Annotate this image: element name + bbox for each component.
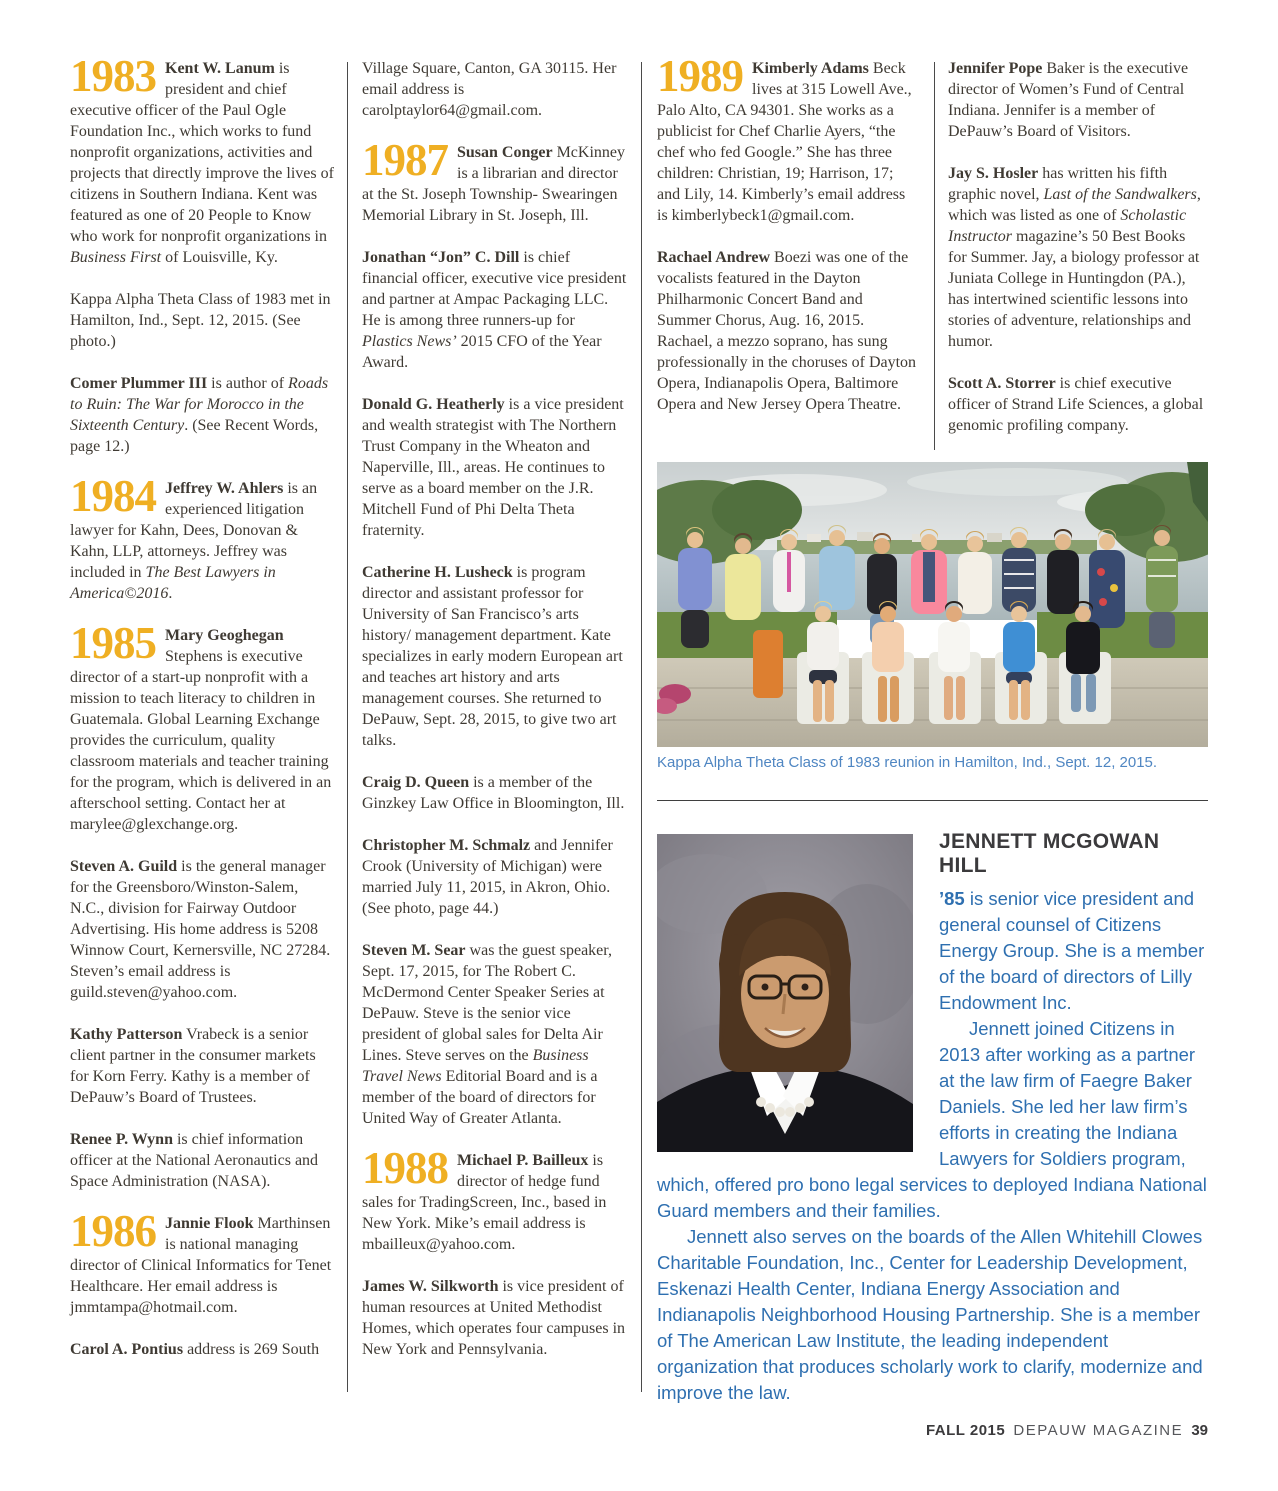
note-paragraph: Renee P. Wynn is chief information officer at the National Aeronautics and Space Administration (NASA). <box>70 1131 319 1190</box>
column-divider <box>641 62 642 1392</box>
class-year-label: 1986 <box>70 1206 156 1256</box>
class-year-label: 1989 <box>657 51 743 101</box>
note-paragraph: Christopher M. Schmalz and Jennifer Crook (University of Michigan) were married July 11, 2015, in Akron, Ohio. (See photo, page 44.) <box>362 837 613 917</box>
note-paragraph: James W. Silkworth is vice president of human resources at United Methodist Homes, which operates four campuses in New York and Pennsylvania. <box>362 1278 626 1358</box>
note-paragraph: Steven A. Guild is the general manager for the Greensboro/Winston-Salem, N.C., division for Fairway Outdoor Advertising. His home address is 5208 Winnow Court, Kernersville, NC 27284. Steven’s email address is guild.steven@yahoo.com. <box>70 858 331 1001</box>
class-year-note: 1985 Mary Geoghegan Stephens is executive director of a start-up nonprofit with a mission to teach literacy to children in Guatemala. Global Learning Exchange provides the curriculum, quality classroom materials and teacher training for the program, which is delivered in an afterschool setting. Contact her at marylee@glexchange.org. <box>70 618 332 833</box>
class-year-label: 1988 <box>362 1143 448 1193</box>
note-paragraph: Kappa Alpha Theta Class of 1983 met in Hamilton, Ind., Sept. 12, 2015. (See photo.) <box>70 291 331 350</box>
column-divider <box>347 62 348 1392</box>
section-divider <box>657 800 1208 801</box>
note-paragraph: Jennifer Pope Baker is the executive director of Women’s Fund of Central Indiana. Jennifer is a member of DePauw’s Board of Visitors. <box>948 60 1189 140</box>
photo-caption: Kappa Alpha Theta Class of 1983 reunion in Hamilton, Ind., Sept. 12, 2015. <box>657 754 1158 771</box>
column-3 <box>657 51 919 436</box>
class-year-note: 1988 Michael P. Bailleux is director of hedge fund sales for TradingScreen, Inc., based in New York. Mike’s email address is mbailleux@yahoo.com. <box>362 1143 607 1253</box>
footer-season: FALL 2015 <box>925 1422 1006 1439</box>
footer-page-number: 39 <box>1191 1422 1208 1439</box>
note-paragraph: Jay S. Hosler has written his fifth graphic novel, Last of the Sandwalkers, which was listed as one of Scholastic Instructor magazine’s 50 Best Books for Summer. Jay, a biology professor at Juniata College in Huntingdon (PA.), has intertwined scientific lessons into stories of adventure, relationships and humor. <box>948 165 1201 350</box>
portrait-photo <box>657 834 913 1152</box>
column-2 <box>362 58 628 1381</box>
profile-heading: JENNETT MCGOWAN HILL <box>939 830 1160 877</box>
note-paragraph: Catherine H. Lusheck is program director and assistant professor for University of San Francisco’s arts history/ management department. Kate specializes in early modern European art and teaches art history and arts management courses. She returned to DePauw, Sept. 28, 2015, to give two art talks. <box>362 564 623 749</box>
column-divider <box>934 62 935 450</box>
class-year-label: 1985 <box>70 618 156 668</box>
note-paragraph: Rachael Andrew Boezi was one of the vocalists featured in the Dayton Philharmonic Concert Band and Summer Chorus, Aug. 16, 2015. Rachael, a mezzo soprano, has sung professionally in the choruses of Dayton Opera, Indianapolis Opera, Baltimore Opera and New Jersey Opera Theatre. <box>657 249 917 413</box>
profile-paragraph: Jennett joined Citizens in 2013 after working as a partner at the law firm of Faegre Baker Daniels. She led her law firm’s efforts in creating the Indiana Lawyers for Soldiers program, which, offered pro bono legal services to deployed Indiana National Guard members and their families. <box>657 1018 1207 1221</box>
note-paragraph: Scott A. Storrer is chief executive officer of Strand Life Sciences, a global genomic profiling company. <box>948 375 1204 434</box>
profile-section <box>657 830 1208 1406</box>
class-year-note: 1983 Kent W. Lanum is president and chief executive officer of the Paul Ogle Foundation Inc., which works to fund nonprofit organizations, activities and projects that directly improve the lives of citizens in Southern Indiana. Kent was featured as one of 20 People to Know who work for nonprofit organizations in Business First of Louisville, Ky. <box>70 51 334 266</box>
note-paragraph: Steven M. Sear was the guest speaker, Sept. 17, 2015, for The Robert C. McDermond Center Speaker Series at DePauw. Steve is the senior vice president of global sales for Delta Air Lines. Steve serves on the Business Travel News Editorial Board and is a member of the board of directors for United Way of Greater Atlanta. <box>362 942 612 1127</box>
note-paragraph: Donald G. Heatherly is a vice president and wealth strategist with The Northern Trust Company in the Wheaton and Naperville, Ill., areas. He continues to serve as a board member on the J.R. Mitchell Fund of Phi Delta Theta fraternity. <box>362 396 624 539</box>
class-year-note: 1989 Kimberly Adams Beck lives at 315 Lowell Ave., Palo Alto, CA 94301. She works as a publicist for Chef Charlie Ayers, “the chef who fed Google.” She has three children: Christian, 19; Harrison, 17; and Lily, 14. Kimberly’s email address is kimberlybeck1@gmail.com. <box>657 51 912 224</box>
note-paragraph: Comer Plummer III is author of Roads to Ruin: The War for Morocco in the Sixteenth Century. (See Recent Words, page 12.) <box>70 375 329 455</box>
class-year-note: 1984 Jeffrey W. Ahlers is an experienced litigation lawyer for Kahn, Dees, Donovan & Kahn, LLP, attorneys. Jeffrey was included in The Best Lawyers in America©2016. <box>70 471 318 602</box>
footer-magazine: DEPAUW MAGAZINE <box>1013 1422 1184 1439</box>
note-paragraph: Carol A. Pontius address is 269 South <box>70 1341 320 1358</box>
note-paragraph: Craig D. Queen is a member of the Ginzkey Law Office in Bloomington, Ill. <box>362 774 625 812</box>
class-year-label: 1987 <box>362 135 448 185</box>
class-year-label: 1984 <box>70 471 156 521</box>
column-4 <box>948 58 1206 457</box>
note-paragraph: Kathy Patterson Vrabeck is a senior client partner in the consumer markets for Korn Ferry. Kathy is a member of DePauw’s Board of Trustees. <box>70 1026 316 1106</box>
page-footer <box>657 1422 1208 1439</box>
group-photo <box>657 462 1208 747</box>
note-paragraph: Village Square, Canton, GA 30115. Her email address is carolptaylor64@gmail.com. <box>362 60 617 119</box>
class-year-label: 1983 <box>70 51 156 101</box>
class-year-note: 1987 Susan Conger McKinney is a librarian and director at the St. Joseph Township- Swearingen Memorial Library in St. Joseph, Ill. <box>362 135 626 224</box>
note-paragraph: Jonathan “Jon” C. Dill is chief financial officer, executive vice president and partner at Ampac Packaging LLC. He is among three runners-up for Plastics News’ 2015 CFO of the Year Award. <box>362 249 627 371</box>
column-1 <box>70 51 336 1381</box>
profile-paragraph: ’85 is senior vice president and general counsel of Citizens Energy Group. She is a member of the board of directors of Lilly Endowment Inc. <box>939 888 1205 1013</box>
class-year-note: 1986 Jannie Flook Marthinsen is national managing director of Clinical Informatics for Tenet Healthcare. Her email address is jmmtampa@hotmail.com. <box>70 1206 332 1316</box>
profile-paragraph: Jennett also serves on the boards of the Allen Whitehill Clowes Charitable Foundation, Inc., Center for Leadership Development, Eskenazi Health Center, Indiana Energy Association and Indianapolis Neighborhood Housing Partnership. She is a member of The American Law Institute, the leading independent organization that produces scholarly work to clarify, modernize and improve the law. <box>657 1226 1203 1403</box>
